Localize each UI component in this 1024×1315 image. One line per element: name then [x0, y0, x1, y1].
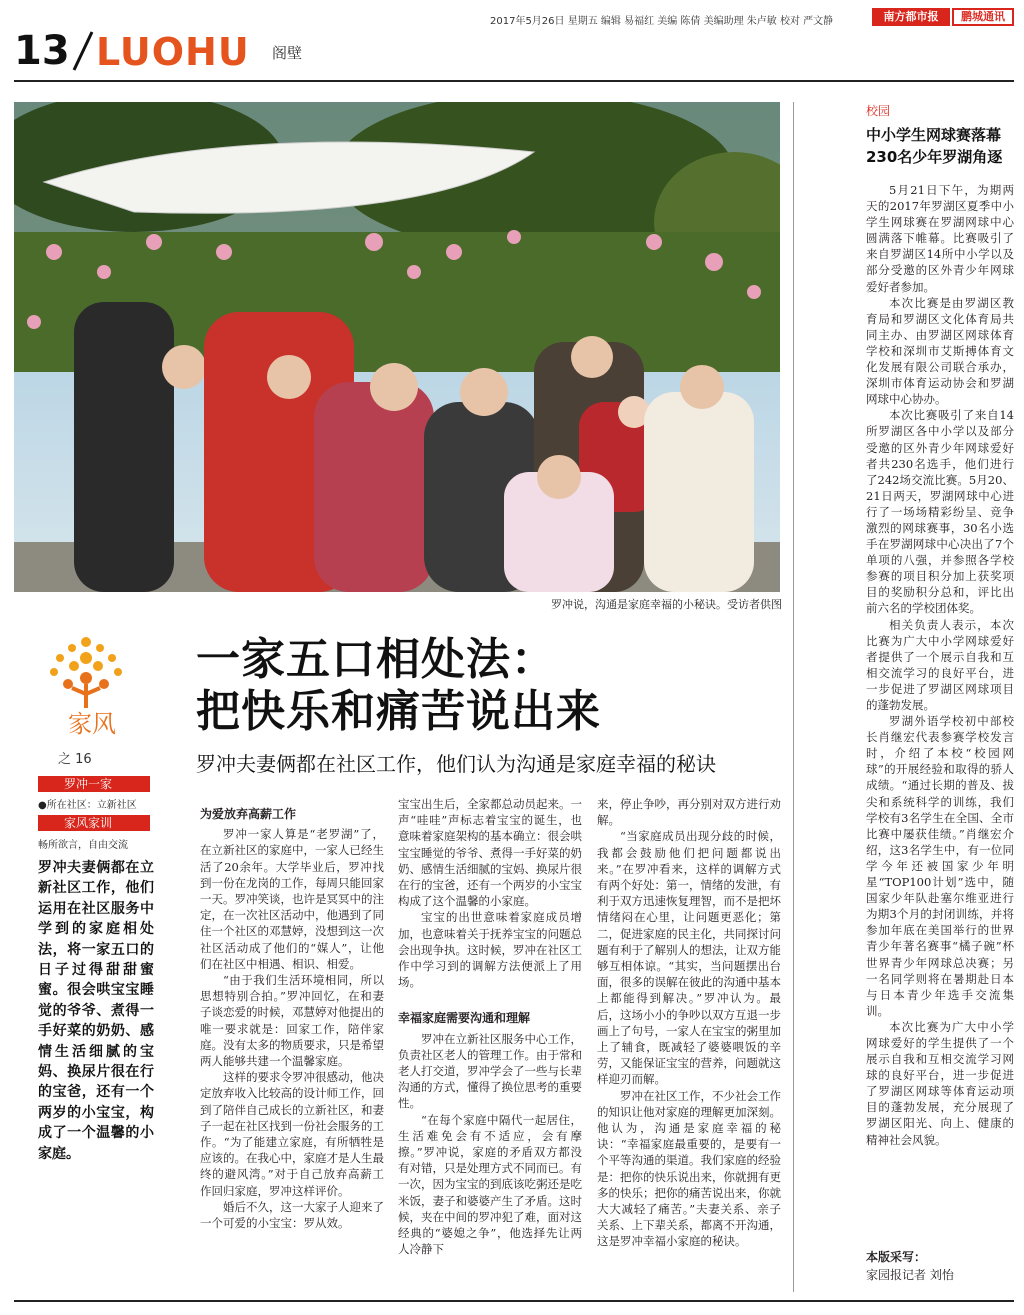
paragraph: 婚后不久，这一大家子人迎来了一个可爱的小宝宝：罗从效。 — [200, 1199, 384, 1231]
sidebar-tag: 校园 — [866, 104, 891, 118]
paragraph: 罗冲在社区工作，不少社会工作的知识让他对家庭的理解更加深刻。他认为，沟通是家庭幸福的秘诀：“幸福家庭最重要的，是要有一个平等沟通的渠道。我们家庭的经验是：把你的快乐说出来，你就拥有更多的快乐；把你的痛苦说出来，你就大大减轻了痛苦。”夫妻关系、亲子关系、上下辈关系，都离不开沟通，这是罗冲幸福小家庭的秘诀。 — [597, 1088, 781, 1249]
byline-author: 家园报记者 刘怡 — [866, 1268, 954, 1282]
column-divider — [793, 102, 794, 1292]
masthead-info: 2017年5月26日 星期五 编辑 易福红 美编 陈倩 美编助理 朱卢敏 校对 严文静 — [490, 16, 834, 27]
sidebar-title: 中小学生网球赛落幕 230名少年罗湖角逐 — [866, 126, 1003, 166]
slash-divider — [70, 30, 96, 72]
paragraph: 罗湖外语学校初中部校长肖继宏代表参赛学校发言时，介绍了本校“校园网球”的开展经验和取得的骄人成绩。“通过长期的普及、拔尖和系统科学的训练，我们学校有3名学生在全国、全市比赛中屡获佳绩。”肖继宏介绍，这3名学生中，有一位同学今年还被国家少年明星“TOP100计划”选中，随国家少年队赴塞尔维亚进行为期3个月的封闭训练，并将参加年底在美国举行的世界青少年著名赛事“橘子碗”杯世界青少年网球总决赛；另一名同学则将在暑期赴日本与日本青少年选手交流集训。 — [866, 714, 1014, 1018]
paragraph: 5月21日下午，为期两天的2017年罗湖区夏季中小学生网球赛在罗湖网球中心圆满落下帷幕。比赛吸引了来自罗湖区14所中小学以及部分受邀的区外青少年网球爱好者参加。 — [866, 183, 1014, 294]
community: ●所在社区：立新社区 — [38, 800, 137, 811]
supplement-name: 鹏城通讯 — [952, 8, 1014, 26]
footer-rule — [14, 1300, 1014, 1302]
headline-line-2: 把快乐和痛苦说出来 — [196, 686, 601, 737]
section-title: LUOHU — [96, 30, 250, 74]
paragraph: 罗冲一家人算是“老罗湖”了，在立新社区的家庭中，一家人已经生活了20余年。大学毕业后，罗冲找到一份在龙岗的工作，每周只能回家一天。罗冲笑谈，也许是冥冥中的注定，在一次社区活动中，他遇到了同住一个社区的邓慧婷，没想到这一次社区活动成了他们的“媒人”，让他们在社区中相遇、相识、相爱。 — [200, 827, 384, 971]
paragraph: 来，停止争吵，再分别对双方进行劝解。 — [597, 797, 781, 828]
article-column-1 — [200, 806, 384, 1231]
logo-text: 家风 — [68, 710, 116, 738]
paragraph: 本次比赛吸引了来自14所罗湖区各中小学以及部分受邀的区外青少年网球爱好者共230名选手，他们进行了242场交流比赛。5月20、21日两天，罗湖网球中心进行了一场场精彩纷呈、竞争激烈的网球赛事，30名小选手在罗湖网球中心决出了7个单项的八强，并参照各学校参赛的项目积分加上获奖项目的奖励积分总和，评比出前六名的学校团体奖。 — [866, 408, 1014, 616]
photo-caption: 罗冲说，沟通是家庭幸福的小秘诀。受访者供图 — [551, 598, 782, 611]
page-number: 13 — [14, 28, 70, 74]
paragraph: 本次比赛是由罗湖区教育局和罗湖区文化体育局共同主办、由罗湖区网球体育学校和深圳市艾斯搏体育文化发展有限公司联合承办，深圳市体育运动协会和罗湖网球中心协办。 — [866, 295, 1014, 407]
family-name: 罗冲一家 — [38, 776, 150, 792]
series-label: 之 16 — [58, 752, 92, 767]
paragraph: 本次比赛为广大中小学网球爱好的学生提供了一个展示自我和互相交流学习网球的良好平台，进一步促进了罗湖区网球等体育运动项目的蓬勃发展，充分展现了罗湖区阳光、向上、健康的精神社会风貌。 — [866, 1019, 1014, 1147]
section-heading: 为爱放弃高薪工作 — [200, 807, 297, 821]
paragraph: “在每个家庭中隔代一起居住，生活难免会有不适应，会有摩擦。”罗冲说，家庭的矛盾双方都没有对错，只是处理方式不同而已。有一次，因为宝宝的到底该吃粥还是吃米饭，妻子和婆婆产生了矛盾。这时候，夹在中间的罗冲犯了难，面对这经典的“婆媳之争”，他选择先让两人冷静下 — [398, 1112, 582, 1257]
subsection-title: 阁壁 — [272, 44, 303, 62]
lead-paragraph: 罗冲夫妻俩都在立新社区工作，他们运用在社区服务中学到的家庭相处法，将一家五口的日子过得甜甜蜜蜜。很会哄宝宝睡觉的爷爷、煮得一手好菜的奶奶、感情生活细腻的宝妈、换尿片很在行的宝爸，还有一个两岁的小宝宝，构成了一个温馨的小家庭。 — [38, 860, 154, 1162]
paragraph: 相关负责人表示，本次比赛为广大中小学网球爱好者提供了一个展示自我和互相交流学习的良好平台，进一步促进了罗湖区网球项目的蓬勃发展。 — [866, 617, 1014, 712]
motto: 畅所欲言，自由交流 — [38, 840, 128, 851]
motto-title: 家风家训 — [38, 815, 150, 831]
article-column-2 — [398, 796, 582, 1257]
paragraph: 宝宝的出世意味着家庭成员增加，也意味着关于抚养宝宝的问题总会出现争执。这时候，罗冲在社区工作中学习到的调解方法便派上了用场。 — [398, 910, 582, 990]
byline — [866, 1248, 1014, 1284]
paragraph: 罗冲在立新社区服务中心工作，负责社区老人的管理工作。由于常和老人打交道，罗冲学会了一些与长辈沟通的方式，懂得了换位思考的重要性。 — [398, 1031, 582, 1111]
paragraph: 这样的要求令罗冲很感动，他决定放弃收入比较高的设计师工作，回到了陪伴自己成长的立新社区，和妻子一起在社区找到一份社会服务的工作。“为了能建立家庭，有所牺牲是应该的。在我心中，家庭才是人生最终的避风湾。”对于自己放弃高薪工作回归家庭，罗冲这样评价。 — [200, 1070, 384, 1198]
article-column-3 — [597, 796, 781, 1250]
paragraph: “当家庭成员出现分歧的时候，我都会鼓励他们把问题都说出来。”在罗冲看来，这样的调解方式有两个好处：第一，情绪的发泄，有利于双方迅速恢复理智，而不是把坏情绪闷在心里，让问题更恶化；第二，促进家庭的民主化，共同探讨问题有利于了解别人的想法，让双方能够互相体谅。“其实，当问题摆出台面，很多的误解在彼此的沟通中基本上都能得到解决。”罗冲认为。最后，这场小小的争吵以双方互退一步画上了句号，一家人在宝宝的粥里加上了辅食，既减轻了婆婆喂饭的辛劳，又能保证宝宝的营养，问题就这样迎刃而解。 — [597, 829, 781, 1087]
paper-name: 南方都市报 — [872, 8, 950, 26]
sidebar-body — [866, 182, 1014, 1148]
family-photo — [14, 102, 780, 592]
section-heading: 幸福家庭需要沟通和理解 — [398, 1011, 531, 1026]
paragraph: “由于我们生活环境相同，所以思想特别合拍。”罗冲回忆，在和妻子谈恋爱的时候，邓慧婷对他提出的唯一要求就是：回家工作，陪伴家庭。没有太多的物质要求，只是希望两人能够共建一个温馨家庭。 — [200, 973, 384, 1069]
byline-label: 本版采写： — [866, 1250, 927, 1264]
headline-line-1: 一家五口相处法： — [196, 634, 556, 685]
header-rule — [14, 80, 1014, 82]
tree-icon — [38, 632, 134, 742]
subheadline: 罗冲夫妻俩都在社区工作，他们认为沟通是家庭幸福的秘诀 — [196, 752, 716, 776]
paragraph: 宝宝出生后，全家都总动员起来。一声“哇哇”声标志着宝宝的诞生，也意味着家庭架构的基本确立：很会哄宝宝睡觉的爷爷、煮得一手好菜的奶奶、感情生活细腻的宝妈、换尿片很在行的宝爸，还有一个两岁的小宝宝构成了这个温馨的小家庭。 — [398, 797, 582, 909]
